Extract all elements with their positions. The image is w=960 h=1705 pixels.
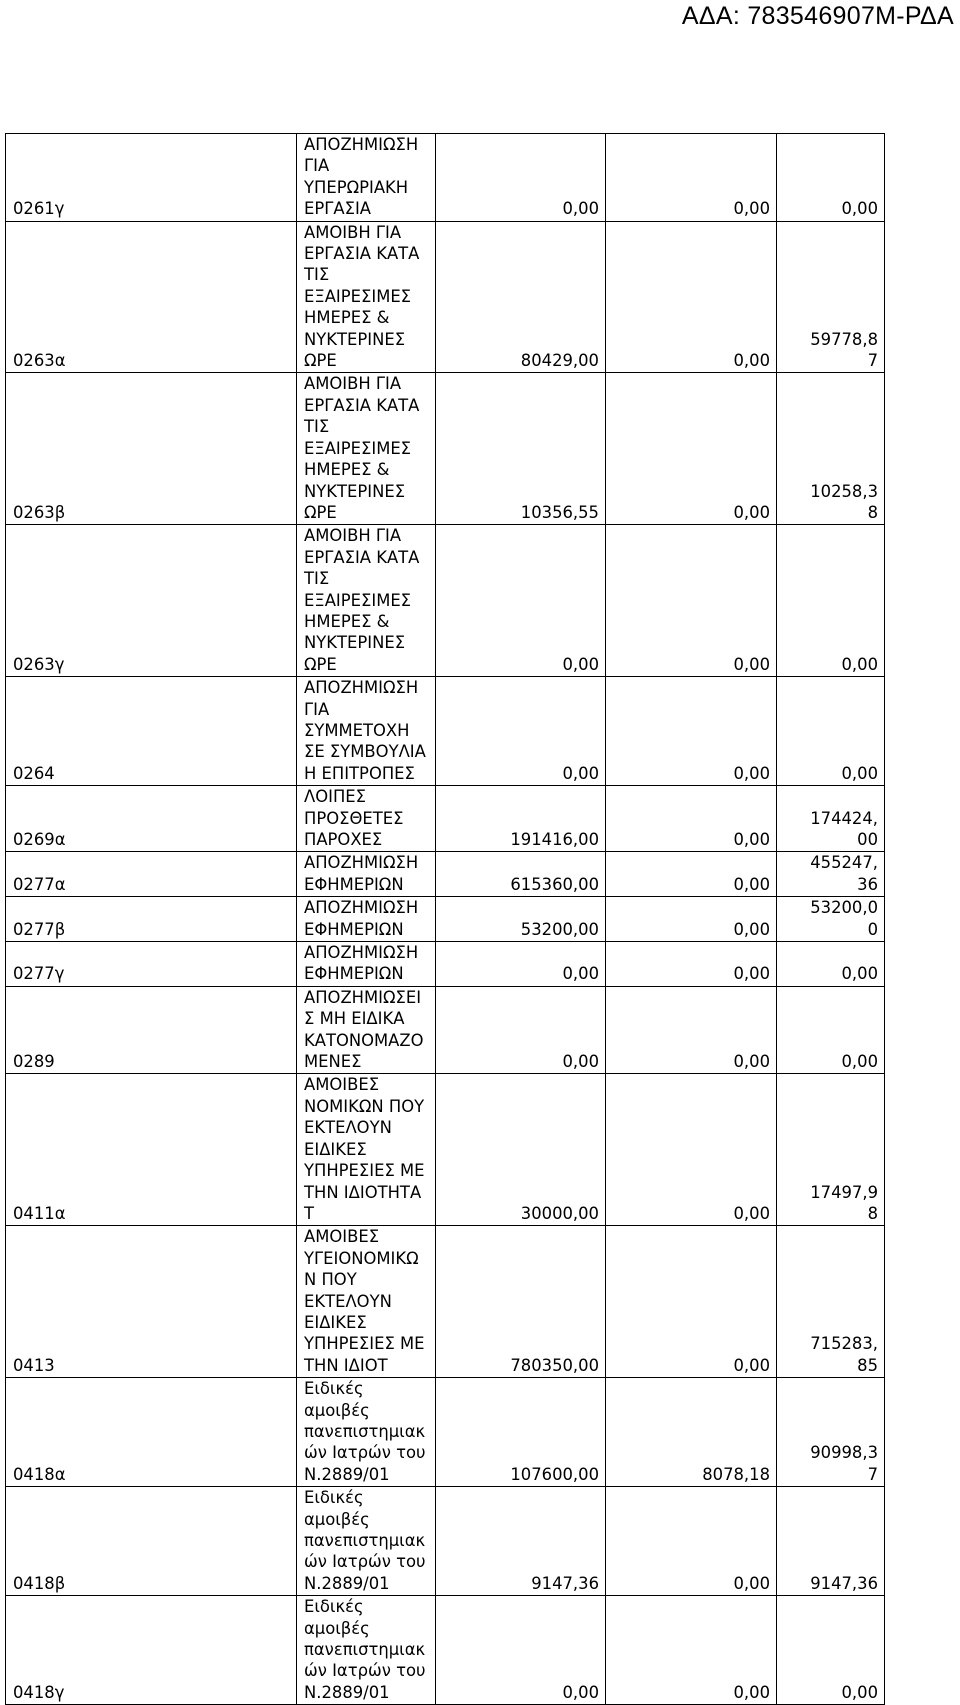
table-row: [6, 1074, 885, 1226]
table-row: [6, 134, 885, 222]
row-value-1: 107600,00: [436, 1378, 606, 1487]
row-value-3: 0,00: [777, 677, 885, 786]
row-value-2: 0,00: [606, 852, 777, 897]
row-value-1: 9147,36: [436, 1487, 606, 1596]
row-value-2: 0,00: [606, 1226, 777, 1378]
row-code: 0418γ: [6, 1596, 297, 1705]
row-value-1: 0,00: [436, 677, 606, 786]
row-description: ΑΠΟΖΗΜΙΩΣΗ ΕΦΗΜΕΡΙΩΝ: [297, 897, 436, 942]
row-value-2: 0,00: [606, 677, 777, 786]
table-row: [6, 786, 885, 852]
row-value-2: 0,00: [606, 897, 777, 942]
row-value-3: 715283, 85: [777, 1226, 885, 1378]
table-row: [6, 986, 885, 1074]
row-value-2: 0,00: [606, 986, 777, 1074]
row-description: Ειδικές αμοιβές πανεπιστημιακ ών Ιατρών του Ν.2889/01: [297, 1487, 436, 1596]
row-code: 0277β: [6, 897, 297, 942]
row-value-2: 0,00: [606, 1596, 777, 1705]
row-description: ΑΜΟΙΒΕΣ ΝΟΜΙΚΩΝ ΠΟΥ ΕΚΤΕΛΟΥΝ ΕΙΔΙΚΕΣ ΥΠΗΡΕΣΙΕΣ ΜΕ ΤΗΝ ΙΔΙΟΤΗΤΑ Τ: [297, 1074, 436, 1226]
row-code: 0269α: [6, 786, 297, 852]
row-value-3: 0,00: [777, 942, 885, 987]
row-code: 0263γ: [6, 525, 297, 677]
row-value-3: 9147,36: [777, 1487, 885, 1596]
table-row: [6, 942, 885, 987]
row-value-3: 53200,0 0: [777, 897, 885, 942]
row-code: 0289: [6, 986, 297, 1074]
row-value-3: 90998,3 7: [777, 1378, 885, 1487]
row-value-2: 0,00: [606, 1487, 777, 1596]
row-value-1: 10356,55: [436, 373, 606, 525]
row-value-3: 174424, 00: [777, 786, 885, 852]
row-description: ΑΠΟΖΗΜΙΩΣΗ ΕΦΗΜΕΡΙΩΝ: [297, 942, 436, 987]
table-row: [6, 1487, 885, 1596]
row-value-2: 0,00: [606, 1074, 777, 1226]
row-code: 0261γ: [6, 134, 297, 222]
row-description: Ειδικές αμοιβές πανεπιστημιακ ών Ιατρών του Ν.2889/01: [297, 1596, 436, 1705]
table-row: [6, 897, 885, 942]
row-value-2: 0,00: [606, 221, 777, 373]
row-value-1: 53200,00: [436, 897, 606, 942]
row-value-2: 0,00: [606, 525, 777, 677]
row-code: 0277γ: [6, 942, 297, 987]
row-description: ΑΜΟΙΒΗ ΓΙΑ ΕΡΓΑΣΙΑ ΚΑΤΑ ΤΙΣ ΕΞΑΙΡΕΣΙΜΕΣ ΗΜΕΡΕΣ & ΝΥΚΤΕΡΙΝΕΣ ΩΡΕ: [297, 373, 436, 525]
row-description: Ειδικές αμοιβές πανεπιστημιακ ών Ιατρών του Ν.2889/01: [297, 1378, 436, 1487]
row-description: ΑΠΟΖΗΜΙΩΣΕΙ Σ ΜΗ ΕΙΔΙΚΑ ΚΑΤΟΝΟΜΑΖΟ ΜΕΝΕΣ: [297, 986, 436, 1074]
row-code: 0411α: [6, 1074, 297, 1226]
row-code: 0277α: [6, 852, 297, 897]
row-code: 0263β: [6, 373, 297, 525]
row-description: ΑΠΟΖΗΜΙΩΣΗ ΓΙΑ ΣΥΜΜΕΤΟΧΗ ΣΕ ΣΥΜΒΟΥΛΙΑ Η ΕΠΙΤΡΟΠΕΣ: [297, 677, 436, 786]
table-row: [6, 1596, 885, 1705]
row-value-1: 0,00: [436, 134, 606, 222]
row-value-3: 59778,8 7: [777, 221, 885, 373]
row-value-3: 0,00: [777, 525, 885, 677]
row-value-1: 0,00: [436, 525, 606, 677]
row-code: 0264: [6, 677, 297, 786]
row-description: ΑΠΟΖΗΜΙΩΣΗ ΓΙΑ ΥΠΕΡΩΡΙΑΚΗ ΕΡΓΑΣΙΑ: [297, 134, 436, 222]
row-value-1: 80429,00: [436, 221, 606, 373]
row-code: 0413: [6, 1226, 297, 1378]
row-code: 0263α: [6, 221, 297, 373]
row-value-1: 615360,00: [436, 852, 606, 897]
budget-table: [5, 133, 885, 1705]
row-value-2: 8078,18: [606, 1378, 777, 1487]
table-row: [6, 1226, 885, 1378]
table-row: [6, 525, 885, 677]
row-code: 0418β: [6, 1487, 297, 1596]
row-value-2: 0,00: [606, 373, 777, 525]
row-description: ΑΠΟΖΗΜΙΩΣΗ ΕΦΗΜΕΡΙΩΝ: [297, 852, 436, 897]
table-row: [6, 852, 885, 897]
row-description: ΑΜΟΙΒΕΣ ΥΓΕΙΟΝΟΜΙΚΩ Ν ΠΟΥ ΕΚΤΕΛΟΥΝ ΕΙΔΙΚΕΣ ΥΠΗΡΕΣΙΕΣ ΜΕ ΤΗΝ ΙΔΙΟΤ: [297, 1226, 436, 1378]
row-value-2: 0,00: [606, 786, 777, 852]
row-description: ΑΜΟΙΒΗ ΓΙΑ ΕΡΓΑΣΙΑ ΚΑΤΑ ΤΙΣ ΕΞΑΙΡΕΣΙΜΕΣ ΗΜΕΡΕΣ & ΝΥΚΤΕΡΙΝΕΣ ΩΡΕ: [297, 525, 436, 677]
row-value-1: 0,00: [436, 986, 606, 1074]
ada-header: ΑΔΑ: 783546907Μ-ΡΔΑ: [681, 2, 954, 30]
row-description: ΛΟΙΠΕΣ ΠΡΟΣΘΕΤΕΣ ΠΑΡΟΧΕΣ: [297, 786, 436, 852]
row-value-1: 780350,00: [436, 1226, 606, 1378]
table-row: [6, 221, 885, 373]
table-row: [6, 1378, 885, 1487]
row-value-1: 30000,00: [436, 1074, 606, 1226]
row-value-3: 455247, 36: [777, 852, 885, 897]
table-row: [6, 677, 885, 786]
row-value-2: 0,00: [606, 134, 777, 222]
row-value-3: 17497,9 8: [777, 1074, 885, 1226]
row-value-3: 10258,3 8: [777, 373, 885, 525]
row-description: ΑΜΟΙΒΗ ΓΙΑ ΕΡΓΑΣΙΑ ΚΑΤΑ ΤΙΣ ΕΞΑΙΡΕΣΙΜΕΣ ΗΜΕΡΕΣ & ΝΥΚΤΕΡΙΝΕΣ ΩΡΕ: [297, 221, 436, 373]
row-value-1: 0,00: [436, 942, 606, 987]
row-value-3: 0,00: [777, 134, 885, 222]
table-row: [6, 373, 885, 525]
row-value-3: 0,00: [777, 986, 885, 1074]
row-code: 0418α: [6, 1378, 297, 1487]
row-value-3: 0,00: [777, 1596, 885, 1705]
row-value-1: 191416,00: [436, 786, 606, 852]
row-value-2: 0,00: [606, 942, 777, 987]
row-value-1: 0,00: [436, 1596, 606, 1705]
